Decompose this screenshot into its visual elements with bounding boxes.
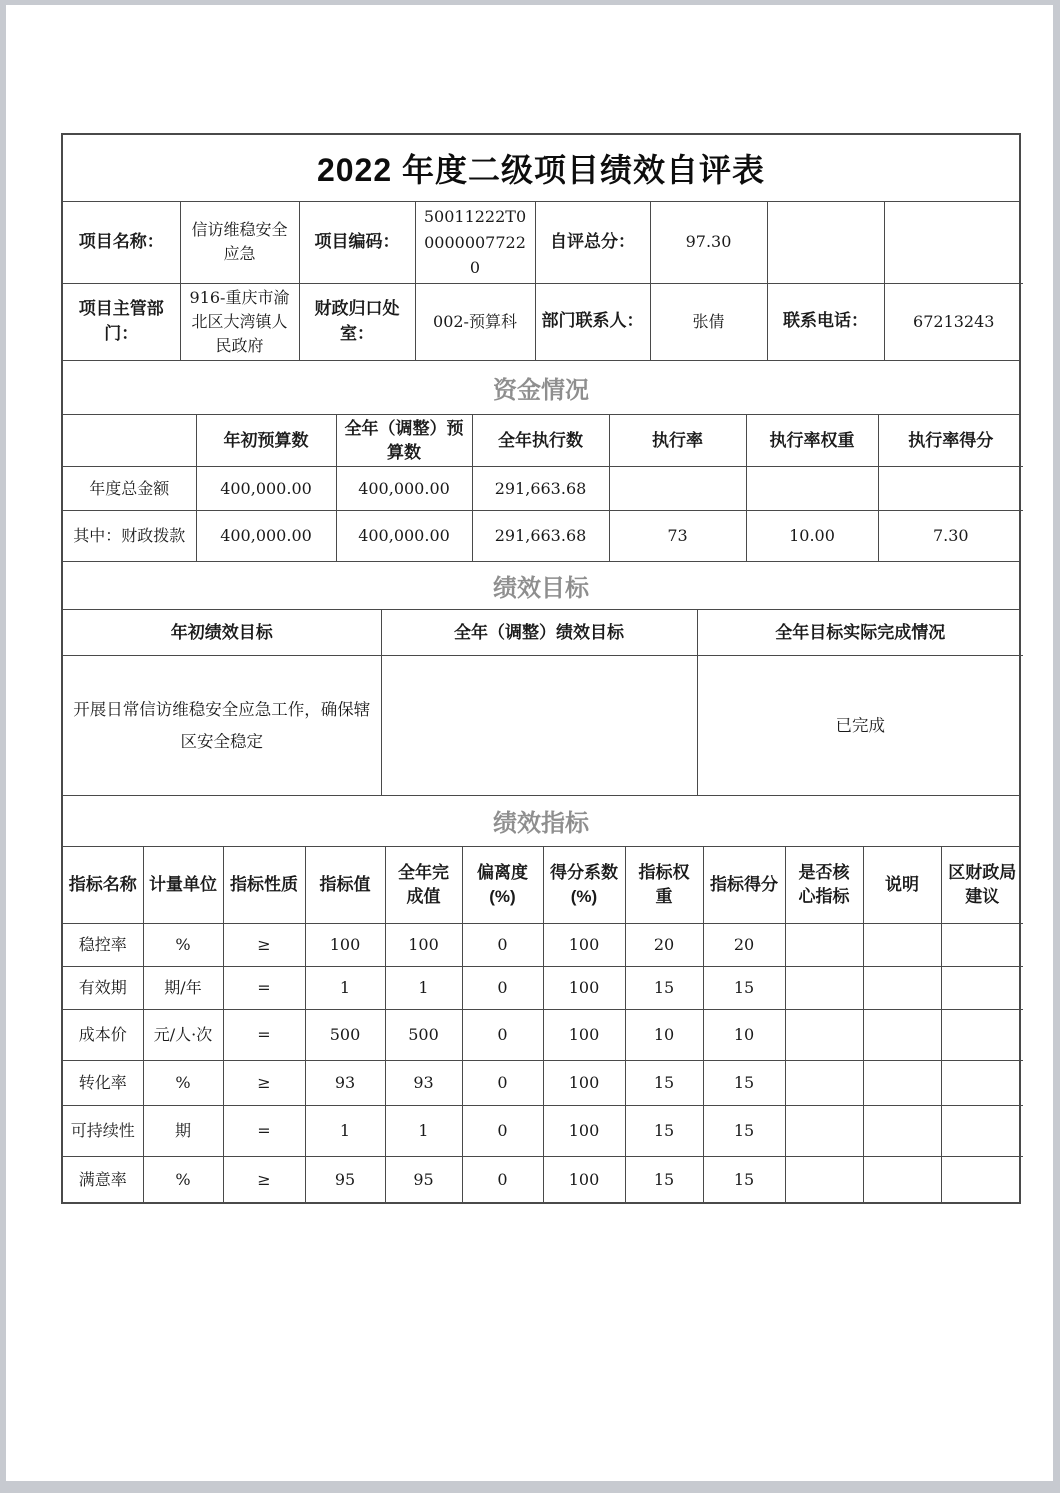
funding-table	[63, 415, 1023, 561]
completion-status-value: 已完成	[697, 656, 1023, 795]
indicator-cell	[863, 967, 941, 1010]
fiscal-office-value: 002-预算科	[415, 283, 535, 360]
column-header: 指标权重	[625, 847, 703, 924]
funding-header-row	[63, 415, 1023, 467]
indicator-cell	[785, 1010, 863, 1061]
indicator-cell: 100	[543, 967, 625, 1010]
indicator-cell: ≥	[223, 924, 305, 967]
indicators-table	[63, 847, 1023, 1202]
indicator-cell	[785, 1157, 863, 1202]
column-header: 年初预算数	[196, 415, 336, 467]
column-header: 计量单位	[143, 847, 223, 924]
column-header: 执行率	[609, 415, 746, 467]
funding-row-fiscal	[63, 511, 1023, 561]
funding-cell	[746, 467, 878, 511]
funding-cell: 73	[609, 511, 746, 561]
indicator-cell: 95	[305, 1157, 385, 1202]
funding-cell: 400,000.00	[336, 467, 472, 511]
indicator-cell: 15	[625, 1106, 703, 1157]
indicator-cell: 100	[305, 924, 385, 967]
indicator-cell: 20	[703, 924, 785, 967]
column-header: 全年完成值	[385, 847, 462, 924]
indicator-cell: 20	[625, 924, 703, 967]
indicator-cell: 100	[543, 1106, 625, 1157]
indicator-cell	[941, 924, 1023, 967]
column-header: 执行率权重	[746, 415, 878, 467]
indicator-cell: %	[143, 1061, 223, 1106]
funding-row-total	[63, 467, 1023, 511]
column-header: 指标性质	[223, 847, 305, 924]
indicator-cell	[941, 1061, 1023, 1106]
funding-cell: 400,000.00	[196, 467, 336, 511]
funding-cell: 400,000.00	[336, 511, 472, 561]
project-name-label: 项目名称：	[63, 202, 180, 283]
indicator-row	[63, 967, 1023, 1010]
document-page	[6, 5, 1053, 1481]
indicator-cell	[863, 1010, 941, 1061]
indicator-cell: =	[223, 967, 305, 1010]
indicator-cell: 期/年	[143, 967, 223, 1010]
indicator-cell: 93	[385, 1061, 462, 1106]
evaluation-form	[61, 133, 1021, 1204]
indicator-cell: 100	[543, 924, 625, 967]
self-score-label: 自评总分：	[535, 202, 650, 283]
column-header: 全年执行数	[472, 415, 609, 467]
column-header: 执行率得分	[878, 415, 1023, 467]
indicator-cell	[863, 1061, 941, 1106]
self-score-value: 97.30	[650, 202, 767, 283]
indicator-row	[63, 924, 1023, 967]
goals-content-row	[63, 656, 1023, 795]
indicator-cell: 10	[703, 1010, 785, 1061]
contact-phone-value: 67213243	[884, 283, 1023, 360]
supervising-dept-label: 项目主管部门：	[63, 283, 180, 360]
column-header: 说明	[863, 847, 941, 924]
indicator-cell: 1	[385, 967, 462, 1010]
column-header: 年初绩效目标	[63, 610, 381, 656]
column-header: 指标得分	[703, 847, 785, 924]
indicator-name: 转化率	[63, 1061, 143, 1106]
column-header: 全年目标实际完成情况	[697, 610, 1023, 656]
form-title: 2022 年度二级项目绩效自评表	[63, 135, 1019, 202]
indicators-header-row	[63, 847, 1023, 924]
goals-table	[63, 610, 1023, 795]
column-header: 全年（调整）预算数	[336, 415, 472, 467]
indicator-name: 稳控率	[63, 924, 143, 967]
funding-cell: 291,663.68	[472, 467, 609, 511]
project-code-label: 项目编码：	[299, 202, 415, 283]
indicator-cell: 100	[543, 1010, 625, 1061]
indicator-cell: 500	[305, 1010, 385, 1061]
indicator-cell: %	[143, 924, 223, 967]
indicator-cell	[941, 1157, 1023, 1202]
table-row	[63, 283, 1023, 360]
indicator-row	[63, 1061, 1023, 1106]
column-header: 偏离度(%)	[462, 847, 543, 924]
indicator-cell	[863, 1106, 941, 1157]
indicator-cell: 期	[143, 1106, 223, 1157]
supervising-dept-value: 916-重庆市渝北区大湾镇人民政府	[180, 283, 299, 360]
funding-cell: 400,000.00	[196, 511, 336, 561]
indicator-cell: 93	[305, 1061, 385, 1106]
section-title-funding: 资金情况	[63, 360, 1019, 415]
adjusted-goal-value	[381, 656, 697, 795]
indicator-row	[63, 1157, 1023, 1202]
column-header: 得分系数(%)	[543, 847, 625, 924]
indicator-name: 有效期	[63, 967, 143, 1010]
project-info-table	[63, 202, 1023, 360]
indicator-cell	[785, 967, 863, 1010]
indicator-cell: =	[223, 1010, 305, 1061]
contact-person-value: 张倩	[650, 283, 767, 360]
indicator-cell: 15	[625, 1061, 703, 1106]
indicator-cell: 95	[385, 1157, 462, 1202]
funding-cell	[609, 467, 746, 511]
indicator-cell: 0	[462, 1106, 543, 1157]
empty-cell	[884, 202, 1023, 283]
contact-person-label: 部门联系人：	[535, 283, 650, 360]
project-name-value: 信访维稳安全应急	[180, 202, 299, 283]
indicator-cell: 1	[385, 1106, 462, 1157]
indicator-cell	[785, 924, 863, 967]
indicator-cell: 15	[703, 1157, 785, 1202]
indicator-cell: 100	[543, 1157, 625, 1202]
column-header: 区财政局建议	[941, 847, 1023, 924]
indicator-name: 可持续性	[63, 1106, 143, 1157]
indicator-cell	[785, 1061, 863, 1106]
indicator-cell: 0	[462, 967, 543, 1010]
contact-phone-label: 联系电话：	[767, 283, 884, 360]
indicator-cell: 10	[625, 1010, 703, 1061]
indicator-name: 成本价	[63, 1010, 143, 1061]
row-label: 年度总金额	[63, 467, 196, 511]
empty-cell	[767, 202, 884, 283]
indicator-cell	[941, 1106, 1023, 1157]
indicator-cell: 0	[462, 1157, 543, 1202]
indicator-cell: 100	[385, 924, 462, 967]
indicator-cell: 0	[462, 924, 543, 967]
indicator-cell: 15	[703, 1106, 785, 1157]
goals-header-row	[63, 610, 1023, 656]
row-label: 其中：财政拨款	[63, 511, 196, 561]
indicator-name: 满意率	[63, 1157, 143, 1202]
funding-cell: 10.00	[746, 511, 878, 561]
indicator-cell: 0	[462, 1010, 543, 1061]
indicator-cell: 15	[625, 1157, 703, 1202]
indicator-cell	[941, 967, 1023, 1010]
indicator-cell: ≥	[223, 1157, 305, 1202]
fiscal-office-label: 财政归口处室：	[299, 283, 415, 360]
indicator-cell	[941, 1010, 1023, 1061]
funding-cell: 291,663.68	[472, 511, 609, 561]
indicator-cell: 0	[462, 1061, 543, 1106]
column-header: 指标值	[305, 847, 385, 924]
indicator-cell	[863, 924, 941, 967]
initial-goal-value: 开展日常信访维稳安全应急工作，确保辖区安全稳定	[63, 656, 381, 795]
column-header	[63, 415, 196, 467]
funding-cell: 7.30	[878, 511, 1023, 561]
indicator-cell: %	[143, 1157, 223, 1202]
indicator-cell: 100	[543, 1061, 625, 1106]
indicator-cell: 500	[385, 1010, 462, 1061]
indicator-cell: 1	[305, 967, 385, 1010]
project-code-value: 50011222T000000077220	[415, 202, 535, 283]
indicator-cell: ≥	[223, 1061, 305, 1106]
indicator-cell	[785, 1106, 863, 1157]
column-header: 指标名称	[63, 847, 143, 924]
section-title-indicators: 绩效指标	[63, 795, 1019, 847]
indicator-cell: =	[223, 1106, 305, 1157]
indicator-row	[63, 1106, 1023, 1157]
funding-cell	[878, 467, 1023, 511]
section-title-goals: 绩效目标	[63, 561, 1019, 610]
indicator-cell: 元/人·次	[143, 1010, 223, 1061]
indicator-cell: 15	[703, 1061, 785, 1106]
table-row	[63, 202, 1023, 283]
column-header: 是否核心指标	[785, 847, 863, 924]
column-header: 全年（调整）绩效目标	[381, 610, 697, 656]
indicator-cell: 15	[703, 967, 785, 1010]
indicator-cell	[863, 1157, 941, 1202]
indicator-cell: 1	[305, 1106, 385, 1157]
indicator-row	[63, 1010, 1023, 1061]
indicator-cell: 15	[625, 967, 703, 1010]
